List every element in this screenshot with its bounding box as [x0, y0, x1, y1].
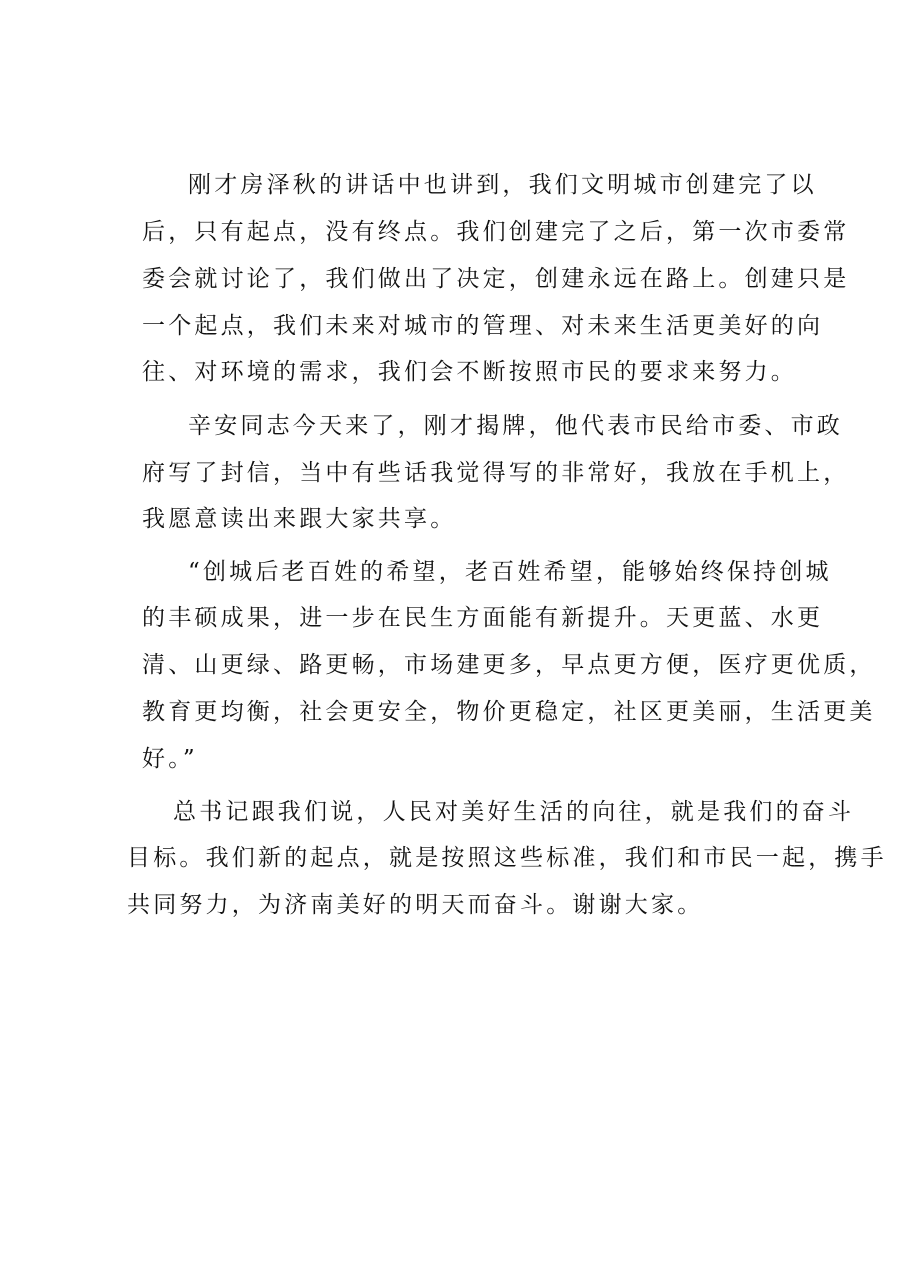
paragraph-4-line-1: 总书记跟我们说，人民对美好生活的向往，就是我们的奋斗: [173, 799, 855, 825]
paragraph-2-line-1: 辛安同志今天来了，刚才揭牌，他代表市民给市委、市政: [188, 413, 843, 439]
paragraph-3-line-3: 清、山更绿、路更畅，市场建更多，早点更方便，医疗更优质，: [142, 652, 876, 678]
paragraph-3-line-2: 的丰硕成果，进一步在民生方面能有新提升。天更蓝、水更: [142, 605, 824, 631]
paragraph-2-line-3: 我愿意读出来跟大家共享。: [142, 506, 457, 532]
paragraph-1-line-3: 委会就讨论了，我们做出了决定，创建永远在路上。创建只是: [142, 266, 850, 292]
paragraph-4-line-2: 目标。我们新的起点，就是按照这些标准，我们和市民一起，携手: [127, 845, 887, 871]
paragraph-1-line-5: 往、对环境的需求，我们会不断按照市民的要求来努力。: [142, 359, 797, 385]
paragraph-3-line-4: 教育更均衡，社会更安全，物价更稳定，社区更美丽，生活更美: [142, 699, 876, 725]
paragraph-1-line-4: 一个起点，我们未来对城市的管理、对未来生活更美好的向: [142, 313, 824, 339]
paragraph-1-line-1: 刚才房泽秋的讲话中也讲到，我们文明城市创建完了以: [188, 172, 817, 198]
paragraph-1-line-2: 后，只有起点，没有终点。我们创建完了之后，第一次市委常: [142, 219, 850, 245]
paragraph-3-line-1: “创城后老百姓的希望，老百姓希望，能够始终保持创城: [188, 559, 832, 585]
paragraph-3-line-5: 好。”: [142, 746, 198, 772]
paragraph-4-line-3: 共同努力，为济南美好的明天而奋斗。谢谢大家。: [127, 892, 704, 918]
paragraph-2-line-2: 府写了封信，当中有些话我觉得写的非常好，我放在手机上，: [142, 460, 850, 486]
